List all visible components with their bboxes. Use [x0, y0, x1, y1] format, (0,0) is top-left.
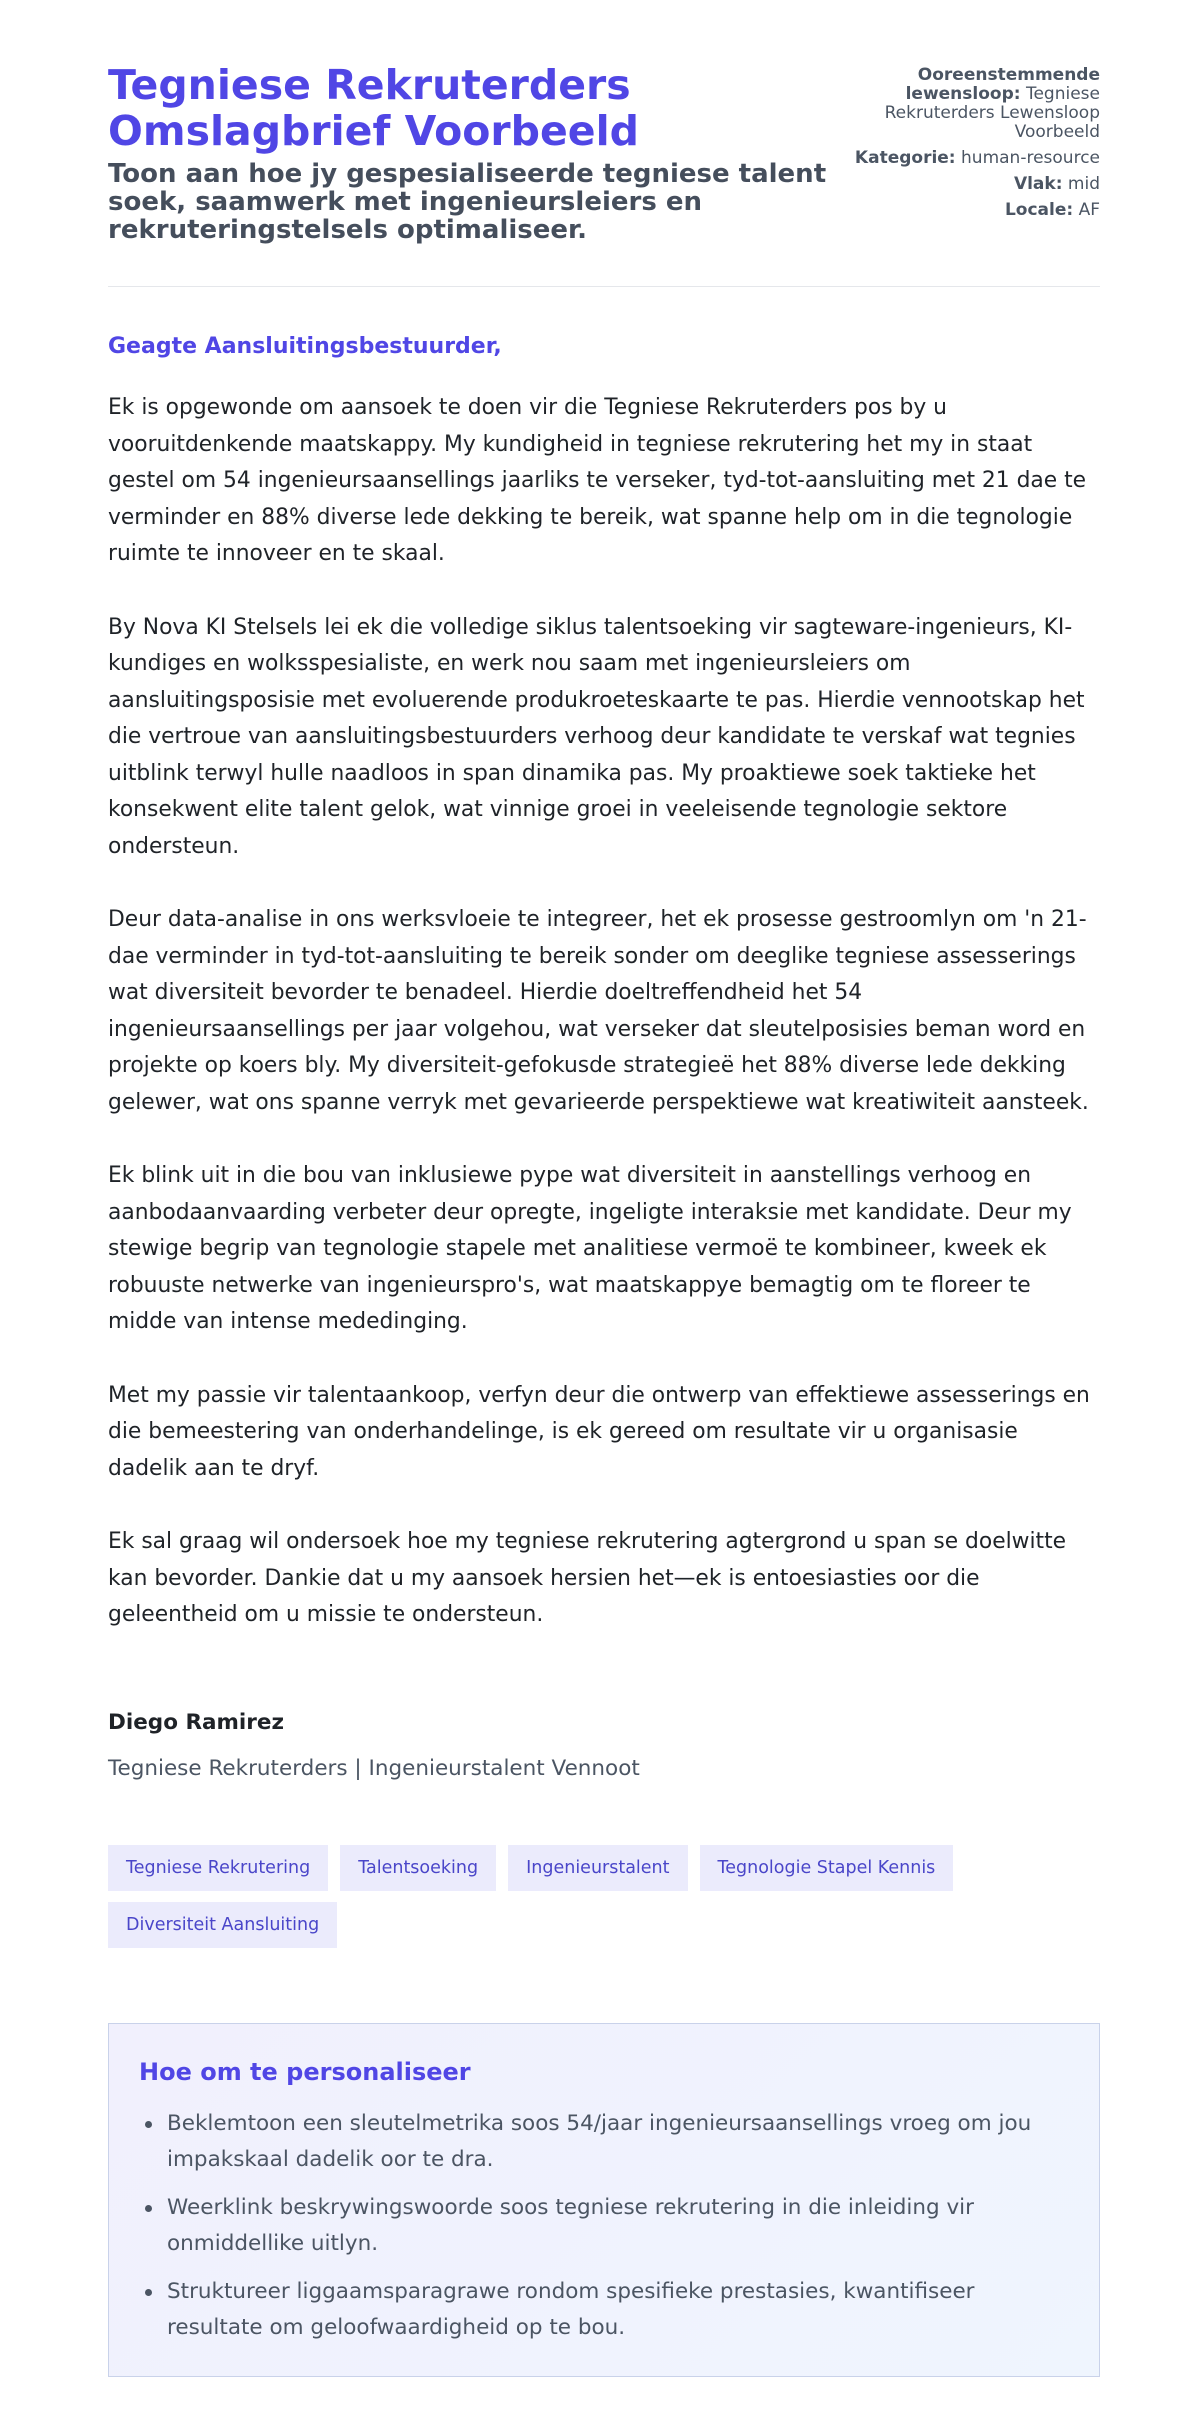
- page-subtitle: Toon aan hoe jy gespesialiseerde tegniese talent soek, saamwerk met ingenieursleiers en rekruteringstelsels optimaliseer.: [108, 159, 827, 245]
- meta-value: AF: [1078, 200, 1100, 220]
- skill-tag: Talentsoeking: [340, 1845, 496, 1891]
- tips-list: [139, 2106, 1069, 2345]
- meta-locale: [830, 201, 1100, 220]
- signature-name: Diego Ramirez: [108, 1710, 284, 1735]
- page-header: [108, 0, 1100, 287]
- tip-item: Beklemtoon een sleutelmetrika soos 54/jaar ingenieursaansellings vroeg om jou impakskaal dadelik oor te dra.: [167, 2106, 1069, 2177]
- cover-letter-page: [108, 0, 1100, 2340]
- letter-paragraph: Ek sal graag wil ondersoek hoe my tegniese rekrutering agtergrond u span se doelwitte kan bevorder. Dankie dat u my aansoek hersien het—ek is entoesiasties oor die geleentheid om u missie te ondersteun.: [108, 1529, 1067, 1627]
- tips-title: Hoe om te personaliseer: [139, 2058, 471, 2086]
- meta-matching-resume: [830, 66, 1100, 142]
- letter-paragraph: Deur data-analise in ons werksvloeie te integreer, het ek prosesse gestroomlyn om 'n 21-dae verminder in tyd-tot-aansluiting te bereik sonder om deeglike tegniese assesserings wat diversiteit bevorder te benadeel. Hierdie doeltreffendheid het 54 ingenieursaansellings per jaar volgehou, wat verseker dat sleutelposisies beman word en projekte op koers bly. My diversiteit-gefokusde strategieë het 88% diverse lede dekking gelewer, wat ons spanne verryk met gevarieerde perspektiewe wat kreatiwiteit aansteek.: [108, 907, 1089, 1115]
- meta-level: [830, 175, 1100, 194]
- tip-item: Weerklink beskrywingswoorde soos tegniese rekrutering in die inleiding vir onmiddellike uitlyn.: [167, 2190, 1069, 2261]
- letter-paragraph: Ek is opgewonde om aansoek te doen vir die Tegniese Rekruterders pos by u vooruitdenkende maatskappy. My kundigheid in tegniese rekrutering het my in staat gestel om 54 ingenieursaansellings jaarliks te verseker, tyd-tot-aansluiting met 21 dae te verminder en 88% diverse lede dekking te bereik, wat spanne help om in die tegnologie ruimte te innoveer en te skaal.: [108, 395, 1087, 566]
- letter-body: [108, 390, 1100, 1671]
- meta-key: Ooreenstemmende lewensloop:: [905, 65, 1100, 104]
- skill-tags: [108, 1845, 1100, 1948]
- meta-category: [830, 149, 1100, 168]
- meta-value: Tegniese Rekruterders Lewensloop Voorbeeld: [884, 84, 1100, 142]
- letter-paragraph: Met my passie vir talentaankoop, verfyn deur die ontwerp van effektiewe assesserings en die bemeestering van onderhandelinge, is ek gereed om resultate vir u organisasie dadelik aan te dryf.: [108, 1382, 1090, 1481]
- page-title: Tegniese Rekruterders Omslagbrief Voorbeeld: [108, 61, 639, 155]
- signature-role: Tegniese Rekruterders | Ingenieurstalent Vennoot: [108, 1756, 640, 1781]
- meta-key: Vlak:: [1013, 174, 1063, 194]
- letter-paragraph: Ek blink uit in die bou van inklusiewe pype wat diversiteit in aanstellings verhoog en aanbodaanvaarding verbeter deur opregte, ingeligte interaksie met kandidate. Deur my stewige begrip van tegnologie stapele met analitiese vermoë te kombineer, kweek ek robuuste netwerke van ingenieurspro's, wat maatskappye bemagtig om te floreer te midde van intense mededinging.: [108, 1163, 1072, 1334]
- meta-key: Locale:: [1004, 200, 1074, 220]
- meta-value: mid: [1067, 174, 1100, 194]
- metadata-panel: [830, 66, 1100, 227]
- skill-tag: Tegniese Rekrutering: [108, 1845, 328, 1891]
- meta-key: Kategorie:: [854, 148, 956, 168]
- skill-tag: Ingenieurstalent: [508, 1845, 687, 1891]
- meta-value: human-resource: [961, 148, 1100, 168]
- letter-greeting: Geagte Aansluitingsbestuurder,: [108, 334, 502, 359]
- tip-item: Struktureer liggaamsparagrawe rondom spesifieke prestasies, kwantifiseer resultate om geloofwaardigheid op te bou.: [167, 2274, 1069, 2345]
- skill-tag: Tegnologie Stapel Kennis: [700, 1845, 954, 1891]
- skill-tag: Diversiteit Aansluiting: [108, 1902, 337, 1948]
- personalize-tips-box: [108, 2023, 1100, 2377]
- letter-paragraph: By Nova KI Stelsels lei ek die volledige siklus talentsoeking vir sagteware-ingenieurs, KI-kundiges en wolksspesialiste, en werk nou saam met ingenieursleiers om aansluitingsposisie met evoluerende produkroeteskaarte te pas. Hierdie vennootskap het die vertroue van aansluitingsbestuurders verhoog deur kandidate te verskaf wat tegnies uitblink terwyl hulle naadloos in span dinamika pas. My proaktiewe soek taktieke het konsekwent elite talent gelok, wat vinnige groei in veeleisende tegnologie sektore ondersteun.: [108, 614, 1085, 859]
